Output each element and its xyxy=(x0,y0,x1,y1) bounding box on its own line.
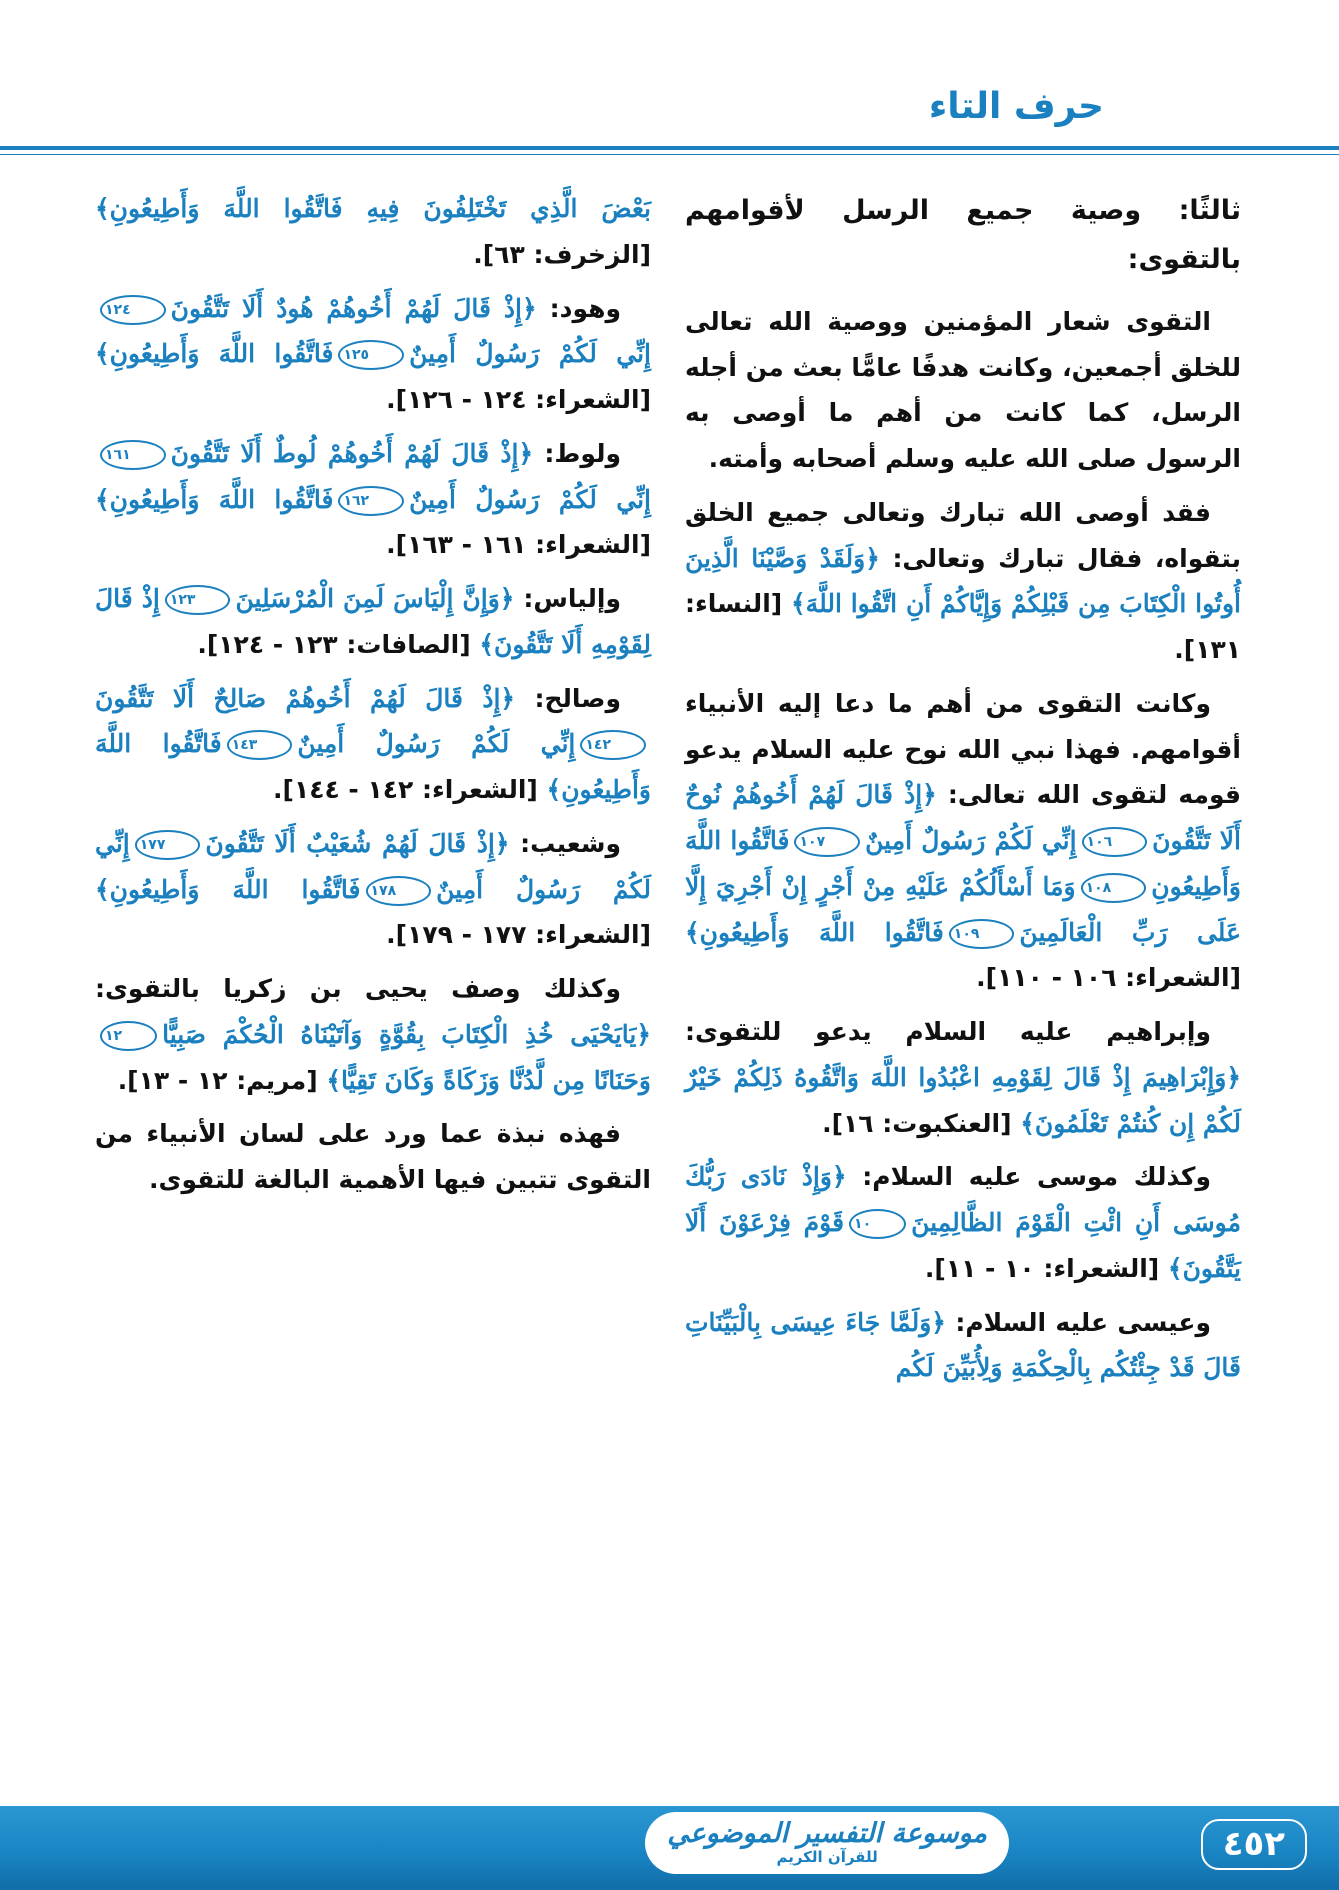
quran-verse: فَاتَّقُوا اللَّهَ وَأَطِيعُونِ﴾ xyxy=(95,874,361,904)
quran-verse: ﴿وَلَقَدْ وَصَّيْنَا الَّذِينَ أُوتُوا الْكِتَابَ مِن قَبْلِكُمْ وَإِيَّاكُمْ أَنِ اتَّقُوا اللَّهَ﴾ xyxy=(685,543,1241,619)
verse-number-medallion: ١٦١ xyxy=(100,440,166,470)
verse-citation: [العنكبوت: ١٦]. xyxy=(822,1108,1021,1138)
paragraph xyxy=(95,186,651,278)
paragraph xyxy=(685,1009,1241,1146)
section-heading xyxy=(685,186,1241,285)
paragraph xyxy=(685,1154,1241,1291)
body-text-bold: فهذه نبذة عما ورد على لسان الأنبياء من التقوى تتبين فيها الأهمية البالغة للتقوى. xyxy=(95,1119,651,1194)
verse-number-medallion: ١٠ xyxy=(849,1209,906,1239)
column-right xyxy=(685,186,1241,1399)
body-text-bold: وهود: xyxy=(536,293,621,323)
quran-verse: إِنِّي لَكُمْ رَسُولٌ أَمِينٌ xyxy=(865,826,1077,856)
body-text: وعيسى عليه السلام: xyxy=(945,1307,1211,1337)
seal-title: موسوعة التفسير الموضوعي xyxy=(667,1817,987,1849)
quran-verse: ﴿إِذْ قَالَ لَهُمْ أَخُوهُمْ نُوحٌ أَلَا تَتَّقُونَ xyxy=(685,780,1241,856)
body-text: وكذلك موسى عليه السلام: xyxy=(846,1162,1211,1192)
body-text: فقد أوصى الله تبارك وتعالى جميع الخلق بتقواه، فقال تبارك وتعالى: xyxy=(685,497,1241,573)
paragraph xyxy=(95,676,651,813)
quran-verse: فَاتَّقُوا اللَّهَ وَأَطِيعُونِ xyxy=(685,826,1241,901)
quran-verse: إِذْ قَالَ لِقَوْمِهِ أَلَا تَتَّقُونَ﴾ xyxy=(95,584,651,659)
body-text-bold: وشعيب: xyxy=(509,828,622,858)
verse-number-medallion: ١٠٧ xyxy=(794,827,860,857)
verse-number-medallion: ١٢٤ xyxy=(100,295,166,325)
paragraph xyxy=(95,431,651,568)
verse-number-medallion: ١٢٥ xyxy=(338,340,404,370)
quran-verse: ﴿وَإِنَّ إِلْيَاسَ لَمِنَ الْمُرْسَلِينَ xyxy=(235,584,515,613)
body-text-bold: وكذلك وصف يحيى بن زكريا بالتقوى: xyxy=(95,974,621,1003)
quran-verse: فَاتَّقُوا اللَّهَ وَأَطِيعُونِ﴾ xyxy=(685,917,944,947)
paragraph xyxy=(95,821,651,958)
paragraph xyxy=(685,490,1241,673)
verse-citation: [النساء: ١٣١]. xyxy=(685,589,1241,665)
quran-verse: ﴿وَإِبْرَاهِيمَ إِذْ قَالَ لِقَوْمِهِ اعْبُدُوا اللَّهَ وَاتَّقُوهُ ذَلِكُمْ خَيْرٌ لَكُمْ إِن كُنتُمْ تَعْلَمُونَ﴾ xyxy=(685,1062,1241,1138)
header-rule-thick xyxy=(0,146,1339,150)
quran-verse: ﴿وَإِذْ نَادَى رَبُّكَ مُوسَى أَنِ ائْتِ الْقَوْمَ الظَّالِمِينَ xyxy=(685,1162,1241,1238)
body-text-bold: ولوط: xyxy=(533,438,621,468)
quran-verse: إِنِّي لَكُمْ رَسُولٌ أَمِينٌ xyxy=(297,729,576,759)
header-rule-thin xyxy=(0,154,1339,155)
page-content xyxy=(95,186,1241,1785)
quran-verse: فَاتَّقُوا اللَّهَ وَأَطِيعُونِ﴾ xyxy=(95,729,651,804)
verse-citation: [الشعراء: ١٤٢ - ١٤٤]. xyxy=(273,775,547,804)
verse-citation: [الصافات: ١٢٣ - ١٢٤]. xyxy=(197,629,480,659)
verse-number-medallion: ١٤٢ xyxy=(580,730,646,760)
body-text-bold: ثالثًا: وصية جميع الرسل لأقوامهم بالتقوى: xyxy=(685,195,1241,276)
paragraph xyxy=(95,286,651,423)
quran-verse: ﴿إِذْ قَالَ لَهُمْ أَخُوهُمْ لُوطٌ أَلَا تَتَّقُونَ xyxy=(170,438,534,468)
paragraph xyxy=(685,681,1241,1001)
verse-number-medallion: ١٤٣ xyxy=(227,730,293,760)
body-text-bold: وصالح: xyxy=(515,683,621,713)
paragraph xyxy=(685,299,1241,482)
verse-citation: [الشعراء: ١٢٤ - ١٢٦]. xyxy=(386,385,651,414)
quran-verse: وَحَنَانًا مِن لَّدُنَّا وَزَكَاةً وَكَانَ تَقِيًّا﴾ xyxy=(326,1065,651,1095)
paragraph xyxy=(95,1111,651,1203)
quran-verse: ﴿إِذْ قَالَ لَهُمْ أَخُوهُمْ هُودٌ أَلَا تَتَّقُونَ xyxy=(170,293,537,323)
paragraph xyxy=(95,576,651,668)
body-text: وإبراهيم عليه السلام يدعو للتقوى: xyxy=(685,1017,1211,1047)
verse-number-medallion: ١٢٣ xyxy=(165,585,231,615)
quran-verse: بَعْضَ الَّذِي تَخْتَلِفُونَ فِيهِ فَاتَّقُوا اللَّهَ وَأَطِيعُونِ﴾ xyxy=(95,194,651,223)
quran-verse: ﴿إِذْ قَالَ لَهُمْ شُعَيْبٌ أَلَا تَتَّقُونَ xyxy=(205,828,510,858)
verse-number-medallion: ١٠٨ xyxy=(1081,873,1147,903)
verse-number-medallion: ١٠٩ xyxy=(949,919,1015,949)
verse-number-medallion: ١٠٦ xyxy=(1082,827,1148,857)
paragraph xyxy=(685,1300,1241,1392)
verse-number-medallion: ١٧٧ xyxy=(135,830,201,860)
verse-number-medallion: ١٢ xyxy=(100,1021,157,1051)
quran-verse: ﴿وَلَمَّا جَاءَ عِيسَى بِالْبَيِّنَاتِ قَالَ قَدْ جِئْتُكُم بِالْحِكْمَةِ وَلِأُبَيِّنَ لَكُم xyxy=(685,1307,1241,1383)
quran-verse: إِنِّي لَكُمْ رَسُولٌ أَمِينٌ xyxy=(95,828,651,904)
verse-citation: [مريم: ١٢ - ١٣]. xyxy=(117,1065,327,1095)
verse-citation: [الزخرف: ٦٣]. xyxy=(473,239,651,269)
page-number-badge: ٤٥٢ xyxy=(1201,1819,1307,1870)
body-text-bold: وإلياس: xyxy=(514,584,621,613)
verse-number-medallion: ١٦٢ xyxy=(338,486,404,516)
body-text: التقوى شعار المؤمنين ووصية الله تعالى للخلق أجمعين، وكانت هدفًا عامًّا بعث من أجله الرسل، كما كانت من أهم ما أوصى به الرسول صلى الله عليه وسلم أصحابه وأمته. xyxy=(685,306,1241,474)
publisher-seal xyxy=(645,1812,1009,1874)
seal-subtitle: للقرآن الكريم xyxy=(776,1847,878,1866)
quran-verse: إِنِّي لَكُمْ رَسُولٌ أَمِينٌ xyxy=(409,339,651,369)
body-text: وكانت التقوى من أهم ما دعا إليه الأنبياء أقوامهم. فهذا نبي الله نوح عليه السلام يدعو قومه لتقوى الله تعالى: xyxy=(685,688,1242,810)
paragraph xyxy=(95,966,651,1103)
quran-verse: إِنِّي لَكُمْ رَسُولٌ أَمِينٌ xyxy=(409,484,651,514)
verse-citation: [الشعراء: ١٦١ - ١٦٣]. xyxy=(386,530,651,560)
verse-citation: [الشعراء: ١٧٧ - ١٧٩]. xyxy=(386,920,651,950)
chapter-header: حرف التاء xyxy=(928,86,1104,127)
quran-verse: وَمَا أَسْأَلُكُمْ عَلَيْهِ مِنْ أَجْرٍ إِنْ أَجْرِيَ إِلَّا عَلَى رَبِّ الْعَالَمِينَ xyxy=(685,871,1241,947)
verse-number-medallion: ١٧٨ xyxy=(366,876,432,906)
verse-citation: [الشعراء: ١٠٦ - ١١٠]. xyxy=(976,963,1241,993)
quran-verse: ﴿يَايَحْيَى خُذِ الْكِتَابَ بِقُوَّةٍ وَآتَيْنَاهُ الْحُكْمَ صَبِيًّا xyxy=(162,1019,651,1049)
quran-verse: فَاتَّقُوا اللَّهَ وَأَطِيعُونِ﴾ xyxy=(95,484,334,514)
quran-verse: فَاتَّقُوا اللَّهَ وَأَطِيعُونِ﴾ xyxy=(95,339,334,369)
verse-citation: [الشعراء: ١٠ - ١١]. xyxy=(924,1253,1168,1283)
quran-verse: قَوْمَ فِرْعَوْنَ أَلَا يَتَّقُونَ﴾ xyxy=(685,1208,1241,1283)
quran-verse: ﴿إِذْ قَالَ لَهُمْ أَخُوهُمْ صَالِحٌ أَلَا تَتَّقُونَ xyxy=(95,683,516,713)
column-left xyxy=(95,186,651,1211)
